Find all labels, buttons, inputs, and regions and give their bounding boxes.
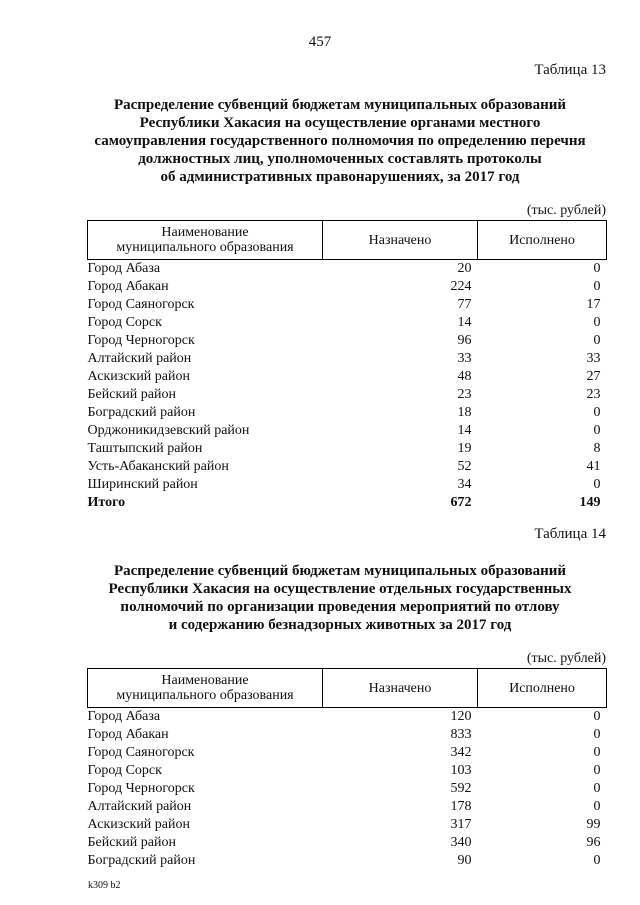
- cell-executed: 0: [593, 477, 601, 492]
- table-14-units: (тыс. рублей): [526, 651, 606, 666]
- table-row: [88, 278, 607, 296]
- table-row: [88, 332, 607, 350]
- table-row: [88, 296, 607, 314]
- cell-assigned: 23: [457, 387, 472, 402]
- cell-assigned: 96: [457, 333, 472, 348]
- table-row: [88, 404, 607, 422]
- cell-assigned: 19: [457, 441, 472, 456]
- cell-name: Ширинский район: [87, 477, 198, 492]
- cell-assigned: 672: [450, 495, 472, 510]
- cell-assigned: 340: [450, 835, 472, 850]
- title-line: Распределение субвенций бюджетам муниципальных образований: [113, 563, 567, 579]
- cell-assigned: 224: [450, 279, 472, 294]
- cell-assigned: 34: [457, 477, 472, 492]
- cell-name: Аскизский район: [87, 369, 190, 384]
- cell-assigned: 178: [450, 799, 472, 814]
- header-name-line: Наименование: [161, 225, 249, 240]
- table-14-body: [88, 708, 607, 871]
- table-header-row: [88, 669, 607, 708]
- title-line: полномочий по организации проведения мероприятий по отлову: [120, 599, 560, 615]
- table-14-title: [60, 562, 620, 634]
- cell-name: Итого: [87, 495, 126, 510]
- header-assigned: Назначено: [323, 669, 478, 708]
- table-13-body: [88, 260, 607, 513]
- cell-assigned: 317: [450, 817, 472, 832]
- table-row: [88, 260, 607, 279]
- cell-assigned: 592: [450, 781, 472, 796]
- cell-executed: 0: [593, 279, 601, 294]
- cell-executed: 0: [593, 315, 601, 330]
- table-row: [88, 744, 607, 762]
- cell-name: Город Абаза: [87, 709, 161, 724]
- cell-assigned: 33: [457, 351, 472, 366]
- title-line: самоуправления государственного полномочия по определению перечня: [94, 133, 586, 149]
- cell-name: Город Абаза: [87, 261, 161, 276]
- table-13-label: Таблица 13: [534, 62, 606, 78]
- table-header-row: [88, 221, 607, 260]
- table-row: [88, 476, 607, 494]
- table-14: [87, 668, 607, 870]
- cell-executed: 0: [593, 781, 601, 796]
- cell-name: Боградский район: [87, 853, 196, 868]
- table-row: [88, 368, 607, 386]
- table-row: [88, 708, 607, 727]
- cell-executed: 96: [586, 835, 601, 850]
- cell-name: Боградский район: [87, 405, 196, 420]
- cell-assigned: 18: [457, 405, 472, 420]
- cell-executed: 0: [593, 261, 601, 276]
- header-name-line: муниципального образования: [116, 688, 294, 703]
- cell-assigned: 103: [450, 763, 472, 778]
- table-row: [88, 780, 607, 798]
- cell-name: Усть-Абаканский район: [87, 459, 229, 474]
- table-row: [88, 798, 607, 816]
- title-line: об административных правонарушениях, за 2017 год: [160, 169, 520, 185]
- cell-assigned: 52: [457, 459, 472, 474]
- cell-name: Город Черногорск: [87, 333, 195, 348]
- cell-executed: 0: [593, 745, 601, 760]
- table-row: [88, 386, 607, 404]
- cell-assigned: 833: [450, 727, 472, 742]
- footer-code: k309 b2: [88, 880, 121, 891]
- header-executed: Исполнено: [478, 221, 607, 260]
- cell-executed: 0: [593, 405, 601, 420]
- header-name: [88, 221, 323, 260]
- cell-assigned: 20: [457, 261, 472, 276]
- cell-name: Алтайский район: [87, 799, 192, 814]
- title-line: Республики Хакасия на осуществление отдельных государственных: [108, 581, 572, 597]
- table-row: [88, 350, 607, 368]
- table-row: [88, 726, 607, 744]
- header-name-line: Наименование: [161, 673, 249, 688]
- cell-name: Город Абакан: [87, 279, 169, 294]
- header-executed: Исполнено: [478, 669, 607, 708]
- title-line: Распределение субвенций бюджетам муниципальных образований: [113, 97, 567, 113]
- cell-executed: 0: [593, 423, 601, 438]
- cell-name: Город Сорск: [87, 315, 162, 330]
- cell-name: Город Черногорск: [87, 781, 195, 796]
- table-row: [88, 852, 607, 870]
- table-row: [88, 762, 607, 780]
- cell-executed: 0: [593, 727, 601, 742]
- cell-assigned: 48: [457, 369, 472, 384]
- cell-name: Орджоникидзевский район: [87, 423, 250, 438]
- table-row: [88, 314, 607, 332]
- cell-executed: 0: [593, 799, 601, 814]
- cell-executed: 33: [586, 351, 601, 366]
- total-row: [88, 494, 607, 512]
- cell-name: Таштыпский район: [87, 441, 203, 456]
- cell-executed: 27: [586, 369, 601, 384]
- cell-name: Город Сорск: [87, 763, 162, 778]
- title-line: должностных лиц, уполномоченных составлять протоколы: [138, 151, 542, 167]
- cell-executed: 0: [593, 853, 601, 868]
- cell-assigned: 77: [457, 297, 472, 312]
- cell-assigned: 14: [457, 315, 472, 330]
- table-13: [87, 220, 607, 512]
- cell-assigned: 14: [457, 423, 472, 438]
- cell-name: Аскизский район: [87, 817, 190, 832]
- cell-executed: 41: [586, 459, 601, 474]
- cell-executed: 99: [586, 817, 601, 832]
- table-13-units: (тыс. рублей): [526, 203, 606, 218]
- cell-assigned: 342: [450, 745, 472, 760]
- table-row: [88, 816, 607, 834]
- title-line: Республики Хакасия на осуществление органами местного: [139, 115, 541, 131]
- cell-name: Город Абакан: [87, 727, 169, 742]
- cell-executed: 0: [593, 763, 601, 778]
- header-name: [88, 669, 323, 708]
- cell-name: Бейский район: [87, 387, 176, 402]
- cell-name: Алтайский район: [87, 351, 192, 366]
- table-row: [88, 458, 607, 476]
- header-assigned: Назначено: [323, 221, 478, 260]
- cell-executed: 0: [593, 333, 601, 348]
- page-number: 457: [308, 34, 332, 50]
- cell-name: Город Саяногорск: [87, 297, 195, 312]
- cell-name: Город Саяногорск: [87, 745, 195, 760]
- cell-executed: 0: [593, 709, 601, 724]
- title-line: и содержанию безнадзорных животных за 2017 год: [168, 617, 512, 633]
- cell-assigned: 90: [457, 853, 472, 868]
- table-14-label: Таблица 14: [534, 526, 606, 542]
- table-row: [88, 422, 607, 440]
- header-name-line: муниципального образования: [116, 240, 294, 255]
- cell-assigned: 120: [450, 709, 472, 724]
- cell-executed: 149: [579, 495, 601, 510]
- cell-executed: 17: [586, 297, 601, 312]
- cell-name: Бейский район: [87, 835, 176, 850]
- table-13-title: [60, 96, 620, 186]
- table-row: [88, 834, 607, 852]
- table-row: [88, 440, 607, 458]
- cell-executed: 8: [593, 441, 601, 456]
- cell-executed: 23: [586, 387, 601, 402]
